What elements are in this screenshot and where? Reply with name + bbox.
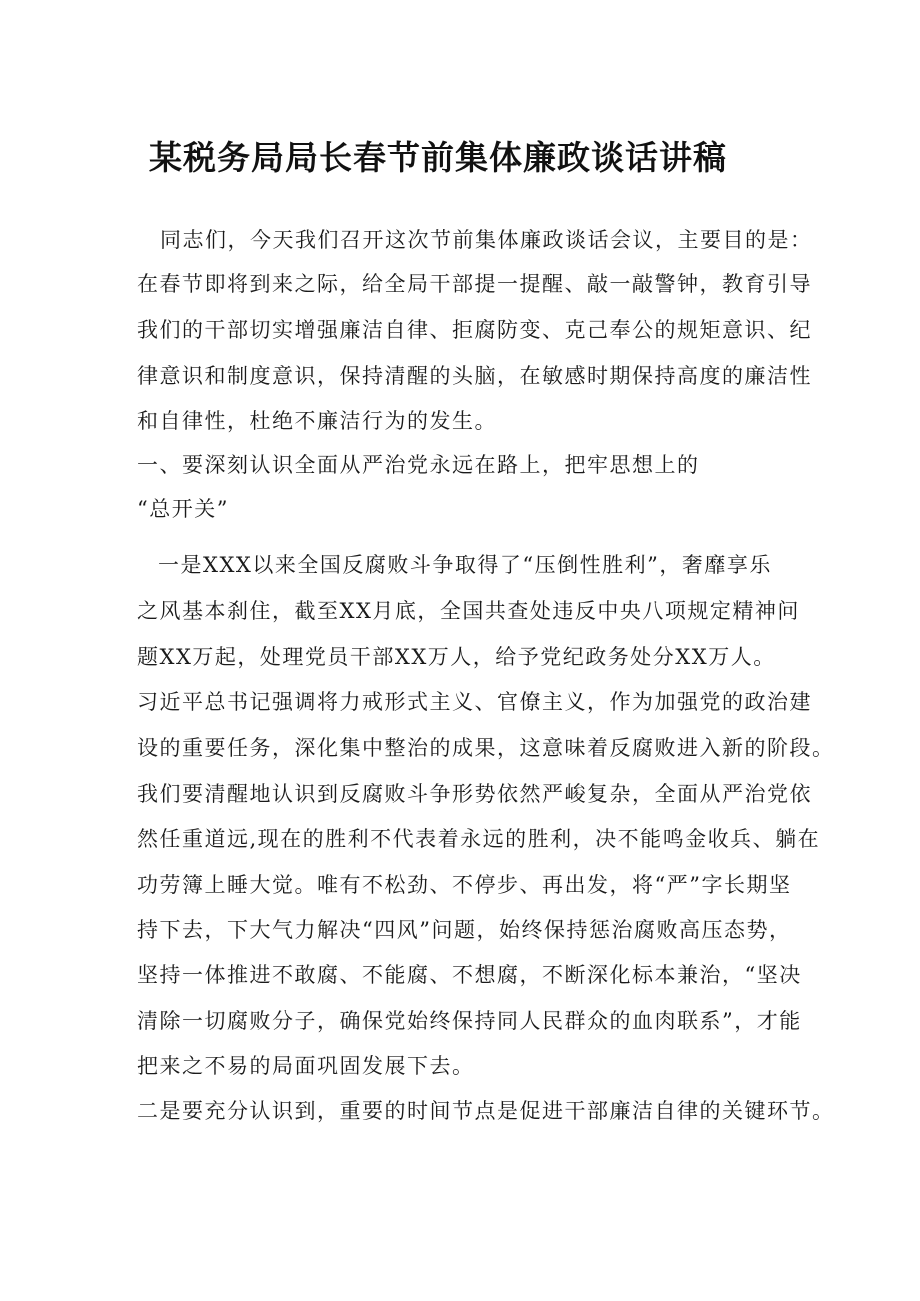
paragraph-line: 我们要清醒地认识到反腐败斗争形势依然严峻复杂，全面从严治党依 xyxy=(137,782,812,806)
paragraph-line: 设的重要任务，深化集中整治的成果，这意味着反腐败进入新的阶段。 xyxy=(137,736,835,760)
paragraph-line: 之风基本刹住，截至XX月底，全国共查处违反中央八项规定精神问 xyxy=(137,599,800,623)
paragraph-line: 持下去，下大气力解决“四风”问题，始终保持惩治腐败高压态势， xyxy=(137,918,792,942)
paragraph-line: 清除一切腐败分子，确保党始终保持同人民群众的血肉联系”，才能 xyxy=(137,1009,802,1033)
paragraph-line: 我们的干部切实增强廉洁自律、拒腐防变、克己奉公的规矩意识、纪 xyxy=(137,318,812,342)
paragraph-line: 题XX万起，处理党员干部XX万人，给予党纪政务处分XX万人。 xyxy=(137,645,776,669)
paragraph-line: 二是要充分认识到，重要的时间节点是促进干部廉洁自律的关键环节。 xyxy=(137,1099,835,1123)
paragraph-line: 把来之不易的局面巩固发展下去。 xyxy=(137,1054,475,1078)
paragraph-line: 然任重道远,现在的胜利不代表着永远的胜利，决不能鸣金收兵、躺在 xyxy=(137,827,821,851)
paragraph-line: 习近平总书记强调将力戒形式主义、官僚主义，作为加强党的政治建 xyxy=(137,690,812,714)
paragraph-line: 在春节即将到来之际，给全局干部提一提醒、敲一敲警钟，教育引导 xyxy=(137,272,812,296)
paragraph-line: 律意识和制度意识，保持清醒的头脑，在敏感时期保持高度的廉洁性 xyxy=(137,364,812,388)
paragraph-line: 一是XXX以来全国反腐败斗争取得了“压倒性胜利”，奢靡享乐 xyxy=(158,553,772,577)
section-heading-continuation: “总开关” xyxy=(137,497,229,521)
paragraph-line: 同志们，今天我们召开这次节前集体廉政谈话会议，主要目的是： xyxy=(160,228,813,252)
paragraph-line: 坚持一体推进不敢腐、不能腐、不想腐，不断深化标本兼治，“坚决 xyxy=(137,963,802,987)
paragraph-line: 功劳簿上睡大觉。唯有不松劲、不停步、再出发，将“严”字长期坚 xyxy=(137,873,792,897)
document-title: 某税务局局长春节前集体廉政谈话讲稿 xyxy=(149,138,727,177)
paragraph-line: 和自律性，杜绝不廉洁行为的发生。 xyxy=(137,409,497,433)
section-heading: 一、要深刻认识全面从严治党永远在路上，把牢思想上的 xyxy=(137,453,700,477)
